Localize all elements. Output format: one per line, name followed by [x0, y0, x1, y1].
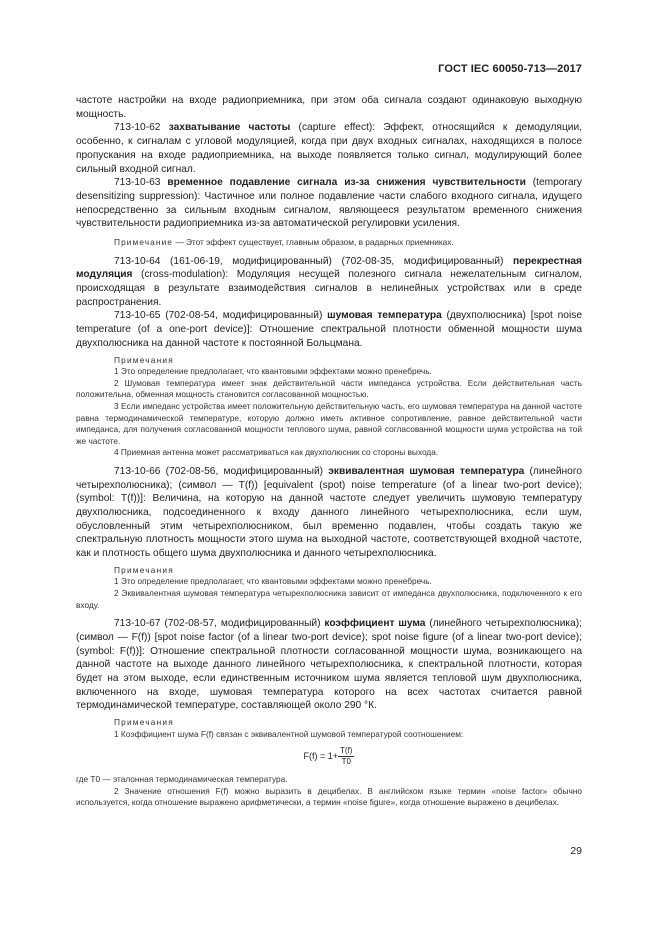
note-item: 2 Эквивалентная шумовая температура четырехполюсника зависит от импеданса двухполюсника, подключенного к его входу.	[76, 588, 582, 610]
term-definition: (линейного четырехполюсника); (символ — F(f)) [spot noise factor (of a linear two-port device); spot noise figure (of a linear two-port device); (symbol: F(f))]: Отношение спектральной плотности согласованной мощности шума, возникающего на данной частоте на выходе данного линейного четырехполюсника, к спектральной плотности, которая будет на этом выходе, если единственным источником шума является тепловой шум двухполюсника, включенного на входе, шумовая температура которого на всех частотах считается равной термодинамической температуре, составляющей около 290 °К.	[76, 618, 583, 712]
formula-denominator: T0	[341, 757, 351, 767]
definition-713-10-65	[76, 309, 582, 350]
formula-numerator: T(f)	[340, 746, 353, 756]
term-definition: (cross-modulation): Модуляция несущей полезного сигнала нежелательным сигналом, происходящая в результате взаимодействия сигналов в нелинейных устройствах или в среде распространения.	[76, 269, 582, 308]
term-definition: (линейного четырехполюсника); (символ — T(f)) [equivalent (spot) noise temperature (of a linear two-port device); (symbol: T(f))]: Величина, на которую на данной частоте следует увеличить шумовую температуру двухполюсника, подсоединенного к входу данного линейного четырехполюсника, если шум, обусловленный этим четырехполюсником, был временно подавлен, чтобы создать такую же спектральную плотность мощности этого шума на выходной частоте, соответствующей входной частоте, как и плотность общего шума двухполюсника и данного четырехполюсника.	[76, 465, 582, 560]
term-number: 713-10-64 (161-06-19, модифицированный) (702-08-35, модифицированный)	[114, 255, 514, 267]
definition-713-10-64	[76, 255, 582, 310]
definition-713-10-66	[76, 465, 582, 561]
note-item: 2 Значение отношения F(f) можно выразить в децибелах. В английском языке термин «noise factor» обычно используется, когда отношение выражено арифметически, а термин «noise figure», когда отношение выражено в децибелах.	[76, 785, 582, 808]
paragraph-continuation: частоте настройки на входе радиоприемника, при этом оба сигнала создают одинаковую выходную мощность.	[76, 95, 582, 120]
term-name: перекрестная модуляция	[76, 255, 582, 281]
formula-fraction	[338, 746, 354, 767]
noise-factor-formula	[76, 746, 582, 770]
term-definition: (двухполюсника) [spot noise temperature (of a one-port device)]: Отношение спектральной плотности обменной мощности шума двухполюсника на данной частоте к постоянной Больцмана.	[76, 310, 582, 349]
note-heading: Примечание	[114, 237, 174, 248]
note-text: — Этот эффект существует, главным образом, в радарных приемниках.	[173, 237, 454, 248]
formula-lhs: F(f) = 1+	[303, 751, 339, 762]
note-item: 2 Шумовая температура имеет знак действительной части импеданса устройства. Если действительная часть положительна, обменная мощность становится согласованной мощностью.	[76, 377, 582, 400]
definition-713-10-63	[76, 176, 582, 231]
term-number: 713-10-67 (702-08-57, модифицированный)	[114, 618, 325, 630]
term-number: 713-10-63	[114, 177, 168, 189]
note-item: 4 Приемная антенна может рассматриваться как двухполюсник со стороны выхода.	[114, 447, 439, 458]
page-content	[76, 94, 582, 809]
notes-heading: Примечания	[114, 564, 174, 575]
note-item: 1 Это определение предполагает, что квантовыми эффектами можно пренебречь.	[114, 576, 432, 587]
note-item: 1 Это определение предполагает, что квантовыми эффектами можно пренебречь.	[114, 366, 432, 377]
term-name: шумовая температура	[327, 310, 442, 322]
note-single	[76, 237, 582, 249]
note-item: 1 Коэффициент шума F(f) связан с эквивалентной шумовой температурой соотношением:	[114, 728, 464, 739]
term-name: временное подавление сигнала из-за снижения чувствительности	[167, 177, 526, 189]
term-number: 713-10-62	[114, 122, 169, 134]
term-name: эквивалентная шумовая температура	[328, 465, 525, 477]
term-name: захватывание частоты	[168, 122, 291, 134]
term-name: коэффициент шума	[324, 618, 426, 630]
note-item: 3 Если импеданс устройства имеет положительную действительную часть, его шумовая температура на данной частоте равна термодинамической температуре, которую должно иметь активное сопротивление, равное действительной части импеданса, для получения согласованной мощности теплового шума, равной согласованной мощности шума устройства на той же частоте.	[76, 400, 582, 446]
term-number: 713-10-66 (702-08-56, модифицированный)	[114, 465, 329, 477]
term-definition: (capture effect): Эффект, относящийся к демодуляции, особенно, к сигналам с угловой модуляцией, когда при двух входных сигналах, находящихся в полосе пропускания на входе радиоприемника, на выходе появляется только сигнал, модулирующий более сильный входной сигнал.	[76, 122, 582, 175]
term-number: 713-10-65 (702-08-54, модифицированный)	[114, 310, 328, 322]
definition-713-10-67	[76, 617, 582, 713]
definition-713-10-62	[76, 121, 582, 176]
notes-heading: Примечания	[114, 717, 174, 728]
page-number: 29	[570, 845, 582, 857]
document-header: ГОСТ IEC 60050-713—2017	[438, 63, 582, 75]
formula-where: где T0 — эталонная термодинамическая температура.	[76, 774, 288, 785]
term-definition: (temporary desensitizing suppression): Частичное или полное подавление части слабого входного сигнала, идущего непосредственно за сильным входным сигналом, являющееся результатом временного снижения чувствительности радиоприемника из-за автоматической регулировки усиления.	[76, 177, 582, 230]
notes-heading: Примечания	[114, 354, 174, 365]
